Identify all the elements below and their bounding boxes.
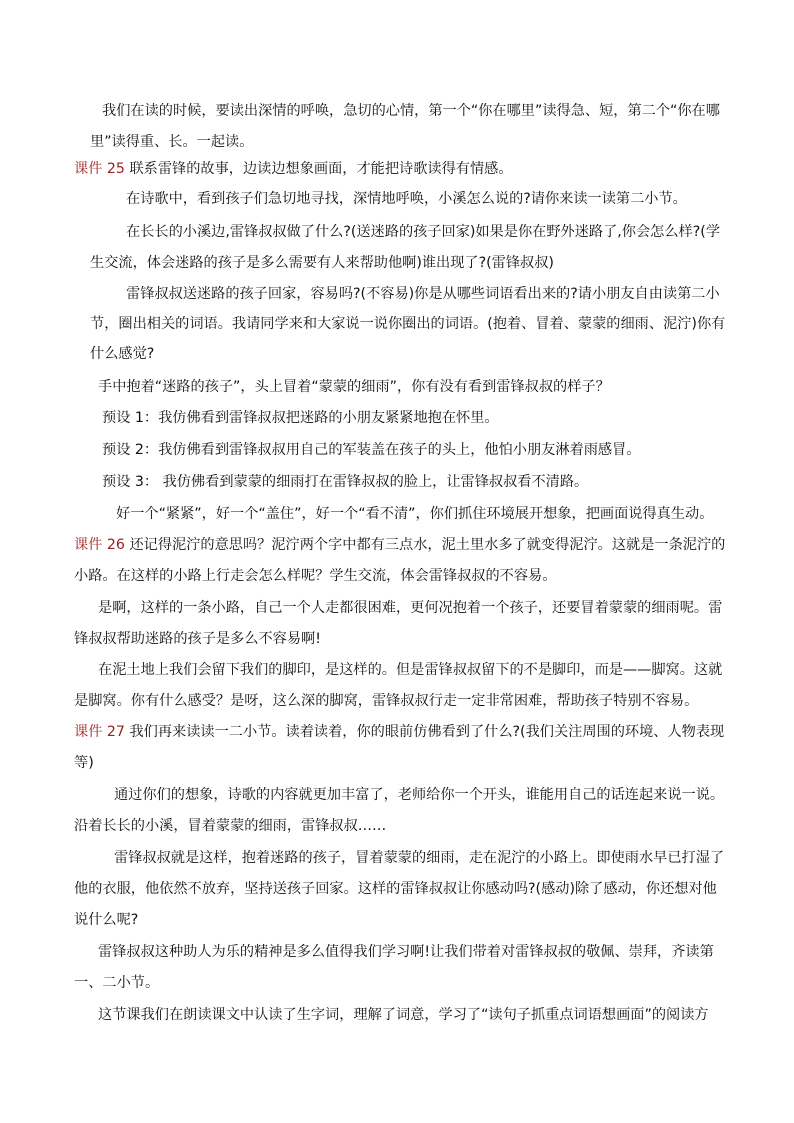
paragraph-text: 雷锋叔叔就是这样，抱着迷路的孩子，冒着蒙蒙的细雨，走在泥泞的小路上。即使雨水早已打湿了他的衣服，他依然不放弃，坚持送孩子回家。这样的雷锋叔叔让你感动吗?(感动)除了感动，你还想对他说什么呢? [74,850,725,928]
paragraph-text: 在诗歌中，看到孩子们急切地寻找，深情地呼唤，小溪怎么说的?请你来读一读第二小节。 [126,191,687,207]
paragraph-courseware-26 [74,530,730,592]
paragraph-preset-2 [102,435,640,466]
paragraph-text: 手中抱着“迷路的孩子”，头上冒着“蒙蒙的细雨”，你有没有看到雷锋叔叔的样子？ [98,379,610,395]
paragraph-reading-emotion [90,96,730,158]
paragraph-footprint [74,655,730,717]
paragraph-preset-3 [102,467,588,498]
courseware-tag: 课件 27 [74,724,125,740]
paragraph-poem-question [126,184,687,215]
paragraph-text: 还记得泥泞的意思吗？泥泞两个字中都有三点水，泥土里水多了就变得泥泞。这就是一条泥泞的小路。在这样的小路上行走会怎么样呢？学生交流，体会雷锋叔叔的不容易。 [74,537,726,584]
paragraph-imagination [74,780,730,842]
paragraph-not-easy [90,279,730,369]
courseware-tag: 课件 26 [74,537,125,553]
paragraph-text: 我们再来读读一二小节。读着读着，你的眼前仿佛看到了什么?(我们关注周围的环境、人物表现等) [74,724,725,771]
paragraph-summary [98,1000,709,1031]
paragraph-text: 好一个“紧紧”，好一个“盖住”，好一个“看不清”，你们抓住环境展开想象，把画面说得真生动。 [116,506,714,522]
paragraph-text: 预设 2：我仿佛看到雷锋叔叔用自己的军装盖在孩子的头上，他怕小朋友淋着雨感冒。 [102,442,641,458]
paragraph-text: 雷锋叔叔这种助人为乐的精神是多么值得我们学习啊!让我们带着对雷锋叔叔的敬佩、崇拜，齐读第一、二小节。 [74,944,714,991]
paragraph-text: 在长长的小溪边,雷锋叔叔做了什么?(送迷路的孩子回家)如果是你在野外迷路了,你会怎么样?(学生交流，体会迷路的孩子是多么需要有人来帮助他啊)谁出现了?(雷锋叔叔) [90,224,721,271]
paragraph-holding-child [98,372,610,403]
paragraph-text: 雷锋叔叔送迷路的孩子回家，容易吗?(不容易)你是从哪些词语看出来的?请小朋友自由读第二小节，圈出相关的词语。我请同学来和大家说一说你圈出的词语。(抱着、冒着、蒙蒙的细雨、泥泞)你有什么感觉? [90,286,726,362]
paragraph-text: 这节课我们在朗读课文中认读了生字词，理解了词意，学习了“读句子抓重点词语想画面”的阅读方 [98,1007,709,1023]
paragraph-text: 在泥土地上我们会留下我们的脚印，是这样的。但是雷锋叔叔留下的不是脚印，而是——脚窝。这就是脚窝。你有什么感受？是呀，这么深的脚窝，雷锋叔叔行走一定非常困难，帮助孩子特别不容易。 [74,662,723,709]
paragraph-text: 预设 3： 我仿佛看到蒙蒙的细雨打在雷锋叔叔的脸上，让雷锋叔叔看不清路。 [102,474,589,490]
paragraph-praise [116,499,713,530]
paragraph-courseware-27 [74,717,730,779]
paragraph-text: 通过你们的想象，诗歌的内容就更加丰富了，老师给你一个开头，谁能用自己的话连起来说一说。沿着长长的小溪，冒着蒙蒙的细雨，雷锋叔叔…… [74,787,725,834]
paragraph-learn-spirit [74,937,730,999]
paragraph-hard-road [74,593,730,655]
paragraph-text: 我们在读的时候，要读出深情的呼唤，急切的心情，第一个“你在哪里”读得急、短，第二个“你在哪里”读得重、长。一起读。 [90,103,720,150]
paragraph-text: 预设 1：我仿佛看到雷锋叔叔把迷路的小朋友紧紧地抱在怀里。 [102,410,499,426]
paragraph-touched [74,843,730,936]
paragraph-text: 是啊，这样的一条小路，自己一个人走都很困难，更何况抱着一个孩子，还要冒着蒙蒙的细雨呢。雷锋叔叔帮助迷路的孩子是多么不容易啊! [74,600,723,647]
paragraph-preset-1 [102,403,499,434]
paragraph-courseware-25 [74,154,513,185]
paragraph-text: 联系雷锋的故事，边读边想象画面，才能把诗歌读得有情感。 [124,161,513,177]
courseware-tag: 课件 25 [74,161,125,177]
paragraph-lei-feng-action [90,217,730,279]
